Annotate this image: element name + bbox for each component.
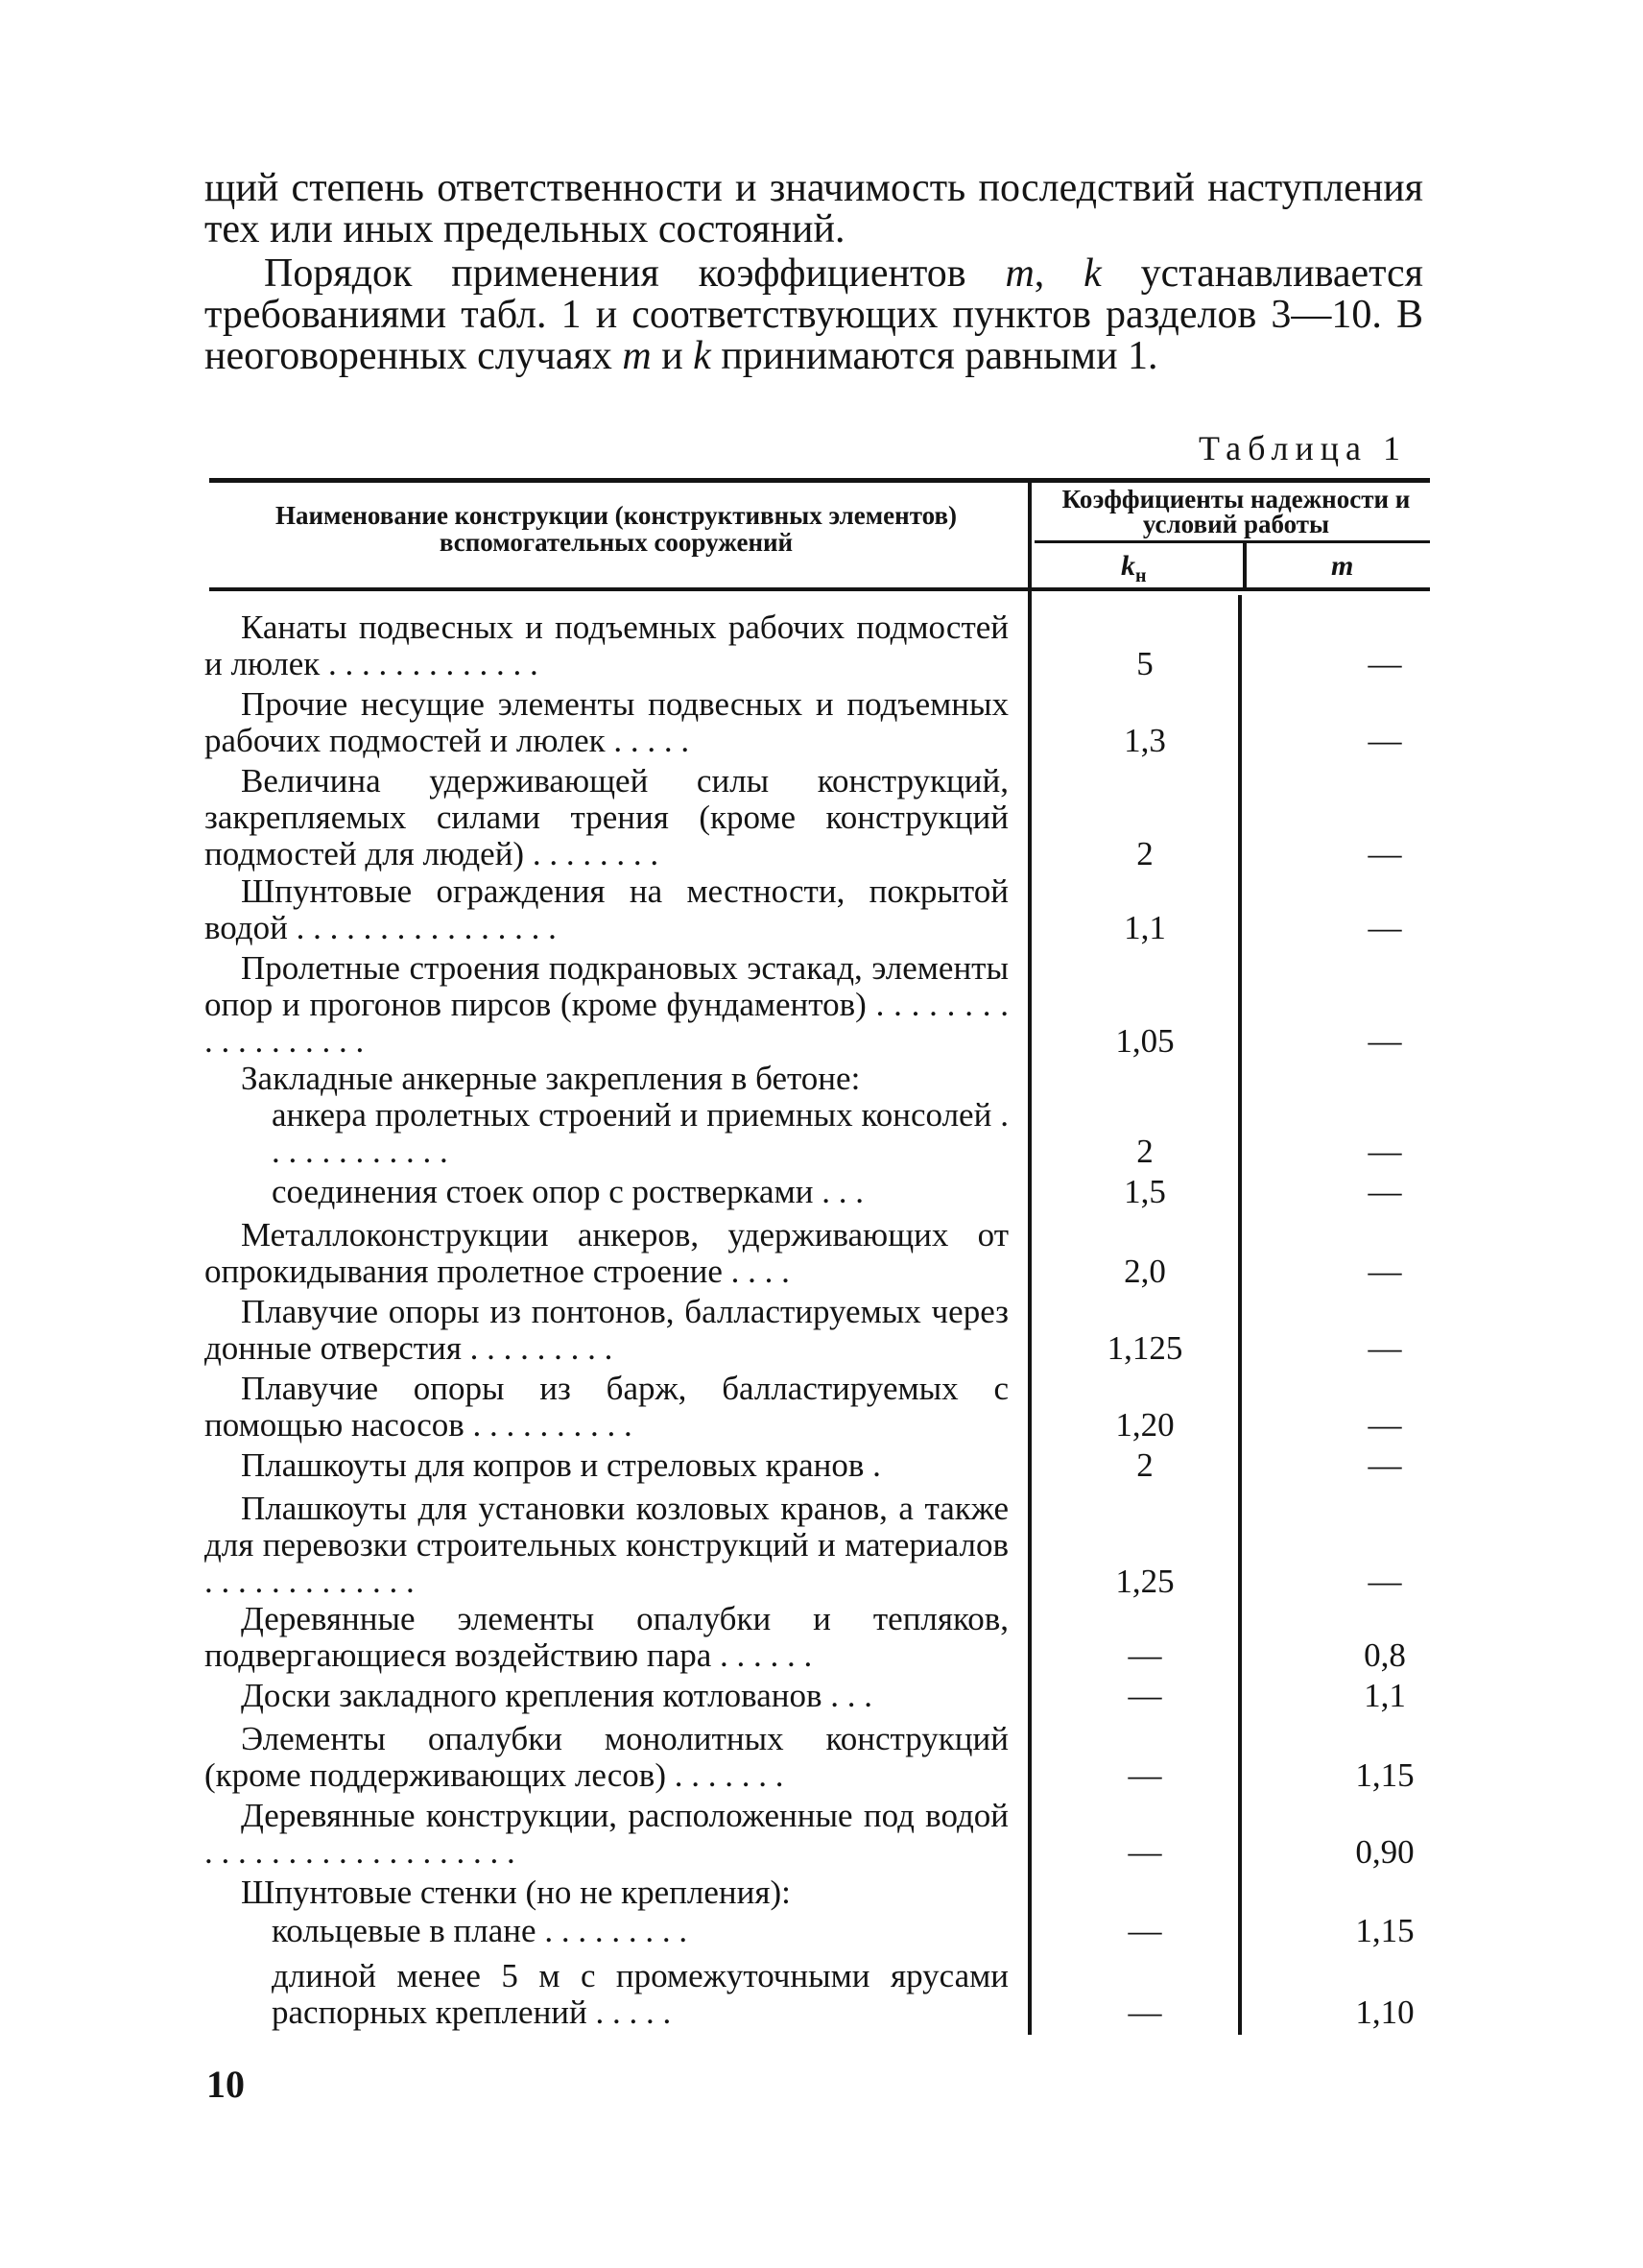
row-m-value: —	[1368, 1446, 1402, 1484]
table-row	[204, 609, 1423, 686]
row-m-value: —	[1368, 1406, 1402, 1444]
table-row	[204, 1913, 1423, 1956]
table-row	[204, 1061, 1423, 1099]
row-name: Плашкоуты для установки козловых кранов, а также для перевозки строительных конструкций и материалов . . . . . . . . . . . . .	[204, 1490, 1009, 1600]
header-bottom-rule	[209, 587, 1430, 591]
row-name: Пролетные строения подкрановых эстакад, элементы опор и прогонов пирсов (кроме фундаментов) . . . . . . . . . . . . . . . . . .	[204, 949, 1010, 1060]
table-row	[204, 763, 1423, 873]
row-k-value: 2	[1136, 1446, 1154, 1484]
row-name: длиной менее 5 м с промежуточными ярусами распорных креплений . . . . .	[272, 1957, 1009, 2031]
row-name: Доски закладного крепления котлованов . . .	[241, 1677, 872, 1714]
table-row	[204, 1097, 1423, 1174]
row-name: Металлоконструкции анкеров, удерживающих от опрокидывания пролетное строение . . . .	[204, 1216, 1009, 1290]
row-k-value: 1,125	[1107, 1329, 1183, 1367]
intro-paragraph-2: Порядок применения коэффициентов m, k устанавливается требованиями табл. 1 и соответствующих пунктов разделов 3—10. В неоговоренных случаях m и k принимаются равными 1.	[204, 251, 1423, 378]
table-top-rule	[209, 478, 1430, 483]
row-m-value: 1,15	[1355, 1756, 1415, 1794]
row-name: Плавучие опоры из барж, балластируемых с помощью насосов . . . . . . . . . .	[204, 1370, 1009, 1444]
row-m-value: —	[1368, 909, 1402, 946]
row-m-value: —	[1368, 1022, 1402, 1060]
row-k-value: 1,25	[1115, 1563, 1175, 1600]
row-k-value: 2	[1136, 835, 1154, 872]
row-k-value: 1,05	[1115, 1022, 1175, 1060]
row-m-value: —	[1368, 645, 1402, 682]
row-m-value: 1,10	[1355, 1993, 1415, 2031]
table-row	[204, 1874, 1423, 1913]
row-m-value: —	[1368, 1253, 1402, 1290]
column-m-header: m	[1331, 550, 1354, 582]
header-subrule	[1035, 540, 1430, 543]
symbol-m: m	[1005, 251, 1035, 296]
symbol-m: m	[622, 334, 652, 378]
table-row	[204, 1721, 1423, 1798]
table-row	[204, 1294, 1423, 1371]
table-row	[204, 1678, 1423, 1721]
row-m-value: 1,15	[1355, 1912, 1415, 1949]
intro-paragraph-1: щий степень ответственности и значимость последствий наступления тех или иных предельных состояний.	[204, 166, 1423, 251]
symbol-k: k	[1083, 251, 1102, 296]
row-m-value: —	[1368, 1563, 1402, 1600]
row-name: Плавучие опоры из понтонов, балластируемых через донные отверстия . . . . . . . . .	[204, 1293, 1009, 1367]
row-m-value: 0,8	[1364, 1636, 1406, 1674]
row-k-value: 2	[1136, 1133, 1154, 1170]
row-k-value: 1,5	[1124, 1173, 1166, 1210]
row-name: Закладные анкерные закрепления в бетоне:	[241, 1060, 861, 1097]
row-m-value: 0,90	[1355, 1833, 1415, 1871]
table-row	[204, 1174, 1423, 1217]
table-row	[204, 1798, 1423, 1874]
header-name: Наименование конструкции (конструктивных элементов) вспомогательных сооружений	[274, 501, 958, 557]
table-row	[204, 1447, 1423, 1491]
row-name: Прочие несущие элементы подвесных и подъемных рабочих подмостей и люлек . . . . .	[204, 685, 1009, 759]
row-k-value: —	[1128, 1912, 1162, 1949]
table-row	[204, 950, 1423, 1061]
row-m-value: —	[1368, 1173, 1402, 1210]
table-row	[204, 686, 1423, 763]
column-divider-k	[1243, 543, 1247, 587]
row-name: соединения стоек опор с ростверками . . .	[272, 1173, 864, 1210]
table-row	[204, 873, 1423, 950]
row-name: кольцевые в плане . . . . . . . . .	[272, 1912, 688, 1949]
page-number: 10	[206, 2063, 245, 2106]
row-m-value: —	[1368, 835, 1402, 872]
row-m-value: —	[1368, 722, 1402, 759]
row-k-value: 2,0	[1124, 1253, 1166, 1290]
table-row	[204, 1491, 1423, 1601]
header-coefficients: Коэффициенты надежности и условий работы	[1061, 485, 1411, 538]
table-row	[204, 1217, 1423, 1294]
table-row	[204, 1371, 1423, 1447]
table-caption: Таблица 1	[1199, 429, 1407, 467]
row-k-value: 1,20	[1115, 1406, 1175, 1444]
column-k-header: $k_н$	[1121, 550, 1147, 586]
table-row	[204, 1601, 1423, 1678]
row-k-value: —	[1128, 1993, 1162, 2031]
table-row	[204, 1958, 1423, 2035]
row-m-value: —	[1368, 1329, 1402, 1367]
row-k-value: 5	[1136, 645, 1154, 682]
row-name: Деревянные конструкции, расположенные под водой . . . . . . . . . . . . . . . . . . .	[204, 1797, 1009, 1871]
row-k-value: —	[1128, 1677, 1162, 1714]
row-name: Величина удерживающей силы конструкций, закрепляемых силами трения (кроме конструкций подмостей для людей) . . . . . . . .	[204, 762, 1009, 872]
row-name: Шпунтовые стенки (но не крепления):	[241, 1874, 791, 1911]
row-k-value: 1,3	[1124, 722, 1166, 759]
row-k-value: 1,1	[1124, 909, 1166, 946]
symbol-k: k	[693, 334, 711, 378]
row-name: Элементы опалубки монолитных конструкций (кроме поддерживающих лесов) . . . . . . .	[204, 1720, 1009, 1794]
row-m-value: 1,1	[1364, 1677, 1406, 1714]
row-name: Шпунтовые ограждения на местности, покрытой водой . . . . . . . . . . . . . . . .	[204, 872, 1009, 946]
row-name: анкера пролетных строений и приемных консолей . . . . . . . . . . . .	[272, 1096, 1010, 1170]
row-k-value: —	[1128, 1833, 1162, 1871]
row-name: Деревянные элементы опалубки и тепляков, подвергающиеся воздействию пара . . . . . .	[204, 1600, 1009, 1674]
row-k-value: —	[1128, 1636, 1162, 1674]
row-name: Плашкоуты для копров и стреловых кранов .	[241, 1446, 881, 1484]
row-k-value: —	[1128, 1756, 1162, 1794]
row-m-value: —	[1368, 1133, 1402, 1170]
row-name: Канаты подвесных и подъемных рабочих подмостей и люлек . . . . . . . . . . . . .	[204, 609, 1009, 682]
